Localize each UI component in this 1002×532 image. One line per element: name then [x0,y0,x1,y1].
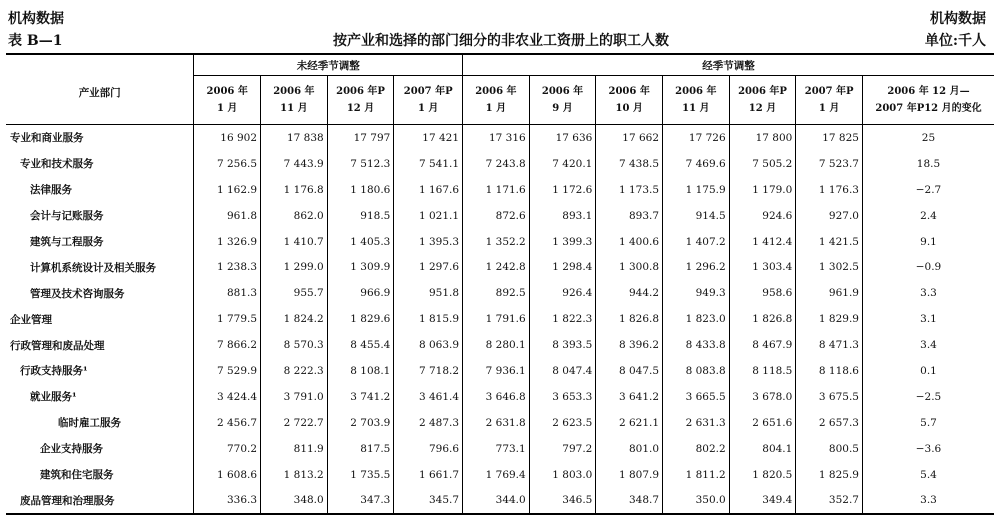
value-cell: 1 811.2 [663,462,730,488]
change-cell: −3.6 [862,436,994,462]
column-header [796,76,863,125]
value-cell: 1 021.1 [394,203,463,229]
column-header-line1: 2006 年 [273,86,315,97]
column-header [194,76,261,125]
change-cell: 3.4 [862,332,994,358]
employment-table [6,53,994,515]
value-cell: 1 176.8 [261,177,328,203]
value-cell: 3 678.0 [729,384,796,410]
value-cell: 8 393.5 [529,332,596,358]
value-cell: 8 222.3 [261,358,328,384]
value-cell: 924.6 [729,203,796,229]
row-label: 建筑与工程服务 [30,236,104,248]
value-cell: 797.2 [529,436,596,462]
change-cell: 5.4 [862,462,994,488]
column-header [529,76,596,125]
column-header [862,76,994,125]
value-cell: 951.8 [394,280,463,306]
value-cell: 17 726 [663,125,730,151]
row-label: 建筑和住宅服务 [40,469,114,482]
value-cell: 7 529.9 [194,358,261,384]
value-cell: 944.2 [596,280,663,306]
value-cell: 346.5 [529,487,596,514]
table-title: 按产业和选择的部门细分的非农业工资册上的职工人数 [333,33,669,49]
table-row [6,280,994,306]
column-header-line2: 10 月 [615,103,643,114]
column-header-line2: 1 月 [485,103,507,114]
change-cell: −2.7 [862,177,994,203]
value-cell: 1 176.3 [796,177,863,203]
value-cell: 1 326.9 [194,229,261,255]
value-cell: 918.5 [327,203,394,229]
value-cell: 862.0 [261,203,328,229]
column-header [261,76,328,125]
column-header-line2: 11 月 [280,103,308,114]
table-row [6,384,994,410]
value-cell: 1 299.0 [261,254,328,280]
value-cell: 804.1 [729,436,796,462]
table-row [6,125,994,151]
row-label: 管理及技术咨询服务 [30,287,125,300]
value-cell: 17 662 [596,125,663,151]
value-cell: 796.6 [394,436,463,462]
value-cell: 2 657.3 [796,410,863,436]
value-cell: 1 826.8 [729,306,796,332]
value-cell: 8 280.1 [463,332,530,358]
value-cell: 1 829.9 [796,306,863,332]
value-cell: 1 820.5 [729,462,796,488]
column-header-line2: 11 月 [682,103,710,114]
value-cell: 3 641.2 [596,384,663,410]
value-cell: 8 433.8 [663,332,730,358]
value-cell: 927.0 [796,203,863,229]
value-cell: 1 297.6 [394,254,463,280]
table-row [6,436,994,462]
value-cell: 817.5 [327,436,394,462]
value-cell: 17 800 [729,125,796,151]
column-header-line2: 2007 年P12 月的变化 [875,103,982,114]
table-row [6,462,994,488]
row-label: 行政支持服务¹ [20,365,88,378]
value-cell: 17 316 [463,125,530,151]
value-cell: 8 570.3 [261,332,328,358]
value-cell: 1 815.9 [394,306,463,332]
column-header-line1: 2007 年P [804,86,854,97]
value-cell: 958.6 [729,280,796,306]
value-cell: 1 171.6 [463,177,530,203]
value-cell: 1 298.4 [529,254,596,280]
value-cell: 955.7 [261,280,328,306]
value-cell: 3 791.0 [261,384,328,410]
table-row [6,306,994,332]
column-header-line2: 1 月 [417,103,439,114]
value-cell: 800.5 [796,436,863,462]
value-cell: 802.2 [663,436,730,462]
value-cell: 16 902 [194,125,261,151]
value-cell: 7 469.6 [663,151,730,177]
table-row [6,203,994,229]
value-cell: 7 512.3 [327,151,394,177]
value-cell: 7 866.2 [194,332,261,358]
value-cell: 7 718.2 [394,358,463,384]
column-header-line1: 2006 年 12 月— [887,86,970,97]
column-header-line2: 9 月 [552,103,573,114]
table-row [6,151,994,177]
value-cell: 7 505.2 [729,151,796,177]
value-cell: 8 396.2 [596,332,663,358]
table-row [6,410,994,436]
value-cell: 3 461.4 [394,384,463,410]
value-cell: 17 825 [796,125,863,151]
value-cell: 1 410.7 [261,229,328,255]
value-cell: 7 256.5 [194,151,261,177]
row-label: 企业支持服务 [40,443,103,456]
value-cell: 1 352.2 [463,229,530,255]
column-header-line2: 12 月 [748,103,777,114]
section-label-left: 机构数据 [8,11,64,27]
value-cell: 892.5 [463,280,530,306]
value-cell: 8 455.4 [327,332,394,358]
value-cell: 8 047.4 [529,358,596,384]
value-cell: 961.8 [194,203,261,229]
group-header-sa: 经季节调整 [463,54,994,76]
value-cell: 2 621.1 [596,410,663,436]
value-cell: 770.2 [194,436,261,462]
row-label: 专业和技术服务 [20,158,94,171]
value-cell: 1 822.3 [529,306,596,332]
value-cell: 1 300.8 [596,254,663,280]
value-cell: 1 421.5 [796,229,863,255]
value-cell: 1 179.0 [729,177,796,203]
value-cell: 1 824.2 [261,306,328,332]
value-cell: 17 421 [394,125,463,151]
row-label: 会计与记账服务 [30,210,104,223]
change-cell: 0.1 [862,358,994,384]
value-cell: 7 420.1 [529,151,596,177]
row-label: 行政管理和废品处理 [10,339,105,352]
row-label: 企业管理 [10,313,52,326]
value-cell: 1 791.6 [463,306,530,332]
change-cell: 3.1 [862,306,994,332]
table-row [6,487,994,514]
column-header-line1: 2006 年 [675,86,717,97]
value-cell: 1 813.2 [261,462,328,488]
change-cell: 18.5 [862,151,994,177]
value-cell: 8 118.6 [796,358,863,384]
value-cell: 773.1 [463,436,530,462]
value-cell: 1 175.9 [663,177,730,203]
column-header-line2: 12 月 [346,103,375,114]
value-cell: 1 242.8 [463,254,530,280]
value-cell: 1 180.6 [327,177,394,203]
value-cell: 2 487.3 [394,410,463,436]
row-label: 专业和商业服务 [10,132,84,145]
value-cell: 893.7 [596,203,663,229]
value-cell: 349.4 [729,487,796,514]
column-header-line1: 2006 年 [608,86,650,97]
value-cell: 348.7 [596,487,663,514]
value-cell: 1 807.9 [596,462,663,488]
value-cell: 1 173.5 [596,177,663,203]
table-row [6,254,994,280]
value-cell: 3 741.2 [327,384,394,410]
value-cell: 8 467.9 [729,332,796,358]
value-cell: 2 631.8 [463,410,530,436]
change-cell: 3.3 [862,487,994,514]
value-cell: 872.6 [463,203,530,229]
change-cell: 9.1 [862,229,994,255]
value-cell: 8 471.3 [796,332,863,358]
value-cell: 7 438.5 [596,151,663,177]
column-header [463,76,530,125]
value-cell: 966.9 [327,280,394,306]
change-cell: −2.5 [862,384,994,410]
value-cell: 8 063.9 [394,332,463,358]
value-cell: 350.0 [663,487,730,514]
value-cell: 2 456.7 [194,410,261,436]
value-cell: 926.4 [529,280,596,306]
value-cell: 2 623.5 [529,410,596,436]
column-header [327,76,394,125]
value-cell: 1 825.9 [796,462,863,488]
value-cell: 1 661.7 [394,462,463,488]
value-cell: 3 646.8 [463,384,530,410]
value-cell: 1 823.0 [663,306,730,332]
value-cell: 893.1 [529,203,596,229]
stub-header: 产业部门 [6,54,194,125]
value-cell: 344.0 [463,487,530,514]
column-header-line1: 2006 年 [206,86,248,97]
value-cell: 949.3 [663,280,730,306]
value-cell: 8 083.8 [663,358,730,384]
value-cell: 1 779.5 [194,306,261,332]
value-cell: 7 523.7 [796,151,863,177]
value-cell: 345.7 [394,487,463,514]
change-cell: 25 [862,125,994,151]
table-row [6,332,994,358]
group-header-nsa: 未经季节调整 [194,54,463,76]
table-row [6,229,994,255]
value-cell: 352.7 [796,487,863,514]
value-cell: 8 047.5 [596,358,663,384]
column-header-line2: 1 月 [818,103,840,114]
value-cell: 7 443.9 [261,151,328,177]
value-cell: 3 665.5 [663,384,730,410]
value-cell: 3 675.5 [796,384,863,410]
value-cell: 17 797 [327,125,394,151]
value-cell: 7 541.1 [394,151,463,177]
table-row [6,358,994,384]
table-row [6,177,994,203]
value-cell: 1 395.3 [394,229,463,255]
value-cell: 914.5 [663,203,730,229]
value-cell: 1 309.9 [327,254,394,280]
column-header-line1: 2007 年P [403,86,453,97]
value-cell: 7 936.1 [463,358,530,384]
row-label: 就业服务¹ [30,391,77,404]
column-header-line1: 2006 年P [336,86,385,97]
value-cell: 336.3 [194,487,261,514]
value-cell: 1 303.4 [729,254,796,280]
change-cell: 5.7 [862,410,994,436]
row-label: 计算机系统设计及相关服务 [30,261,156,274]
value-cell: 1 407.2 [663,229,730,255]
value-cell: 1 296.2 [663,254,730,280]
value-cell: 2 631.3 [663,410,730,436]
column-header [596,76,663,125]
value-cell: 348.0 [261,487,328,514]
value-cell: 1 167.6 [394,177,463,203]
value-cell: 1 399.3 [529,229,596,255]
row-label: 临时雇工服务 [58,417,121,430]
value-cell: 2 722.7 [261,410,328,436]
header-group-row [6,54,994,76]
value-cell: 1 412.4 [729,229,796,255]
value-cell: 1 829.6 [327,306,394,332]
value-cell: 2 703.9 [327,410,394,436]
value-cell: 8 108.1 [327,358,394,384]
row-label: 废品管理和治理服务 [6,487,194,514]
value-cell: 8 118.5 [729,358,796,384]
column-header [663,76,730,125]
unit-label: 单位:千人 [924,33,986,49]
column-header [729,76,796,125]
value-cell: 801.0 [596,436,663,462]
value-cell: 3 424.4 [194,384,261,410]
column-header-line2: 1 月 [216,103,238,114]
value-cell: 1 238.3 [194,254,261,280]
value-cell: 1 735.5 [327,462,394,488]
section-label-right: 机构数据 [930,11,986,27]
value-cell: 1 302.5 [796,254,863,280]
value-cell: 17 636 [529,125,596,151]
table-id: 表 B—1 [8,33,63,49]
value-cell: 1 608.6 [194,462,261,488]
column-header-line1: 2006 年 [541,86,584,97]
value-cell: 347.3 [327,487,394,514]
column-header [394,76,463,125]
value-cell: 881.3 [194,280,261,306]
row-label: 法律服务 [30,184,72,197]
value-cell: 1 803.0 [529,462,596,488]
value-cell: 1 405.3 [327,229,394,255]
value-cell: 7 243.8 [463,151,530,177]
column-header-line1: 2006 年P [738,86,787,97]
value-cell: 1 172.6 [529,177,596,203]
value-cell: 1 400.6 [596,229,663,255]
value-cell: 1 162.9 [194,177,261,203]
value-cell: 811.9 [261,436,328,462]
value-cell: 961.9 [796,280,863,306]
value-cell: 3 653.3 [529,384,596,410]
change-cell: 3.3 [862,280,994,306]
column-header-line1: 2006 年 [475,86,517,97]
change-cell: 2.4 [862,203,994,229]
value-cell: 17 838 [261,125,328,151]
value-cell: 2 651.6 [729,410,796,436]
value-cell: 1 826.8 [596,306,663,332]
value-cell: 1 769.4 [463,462,530,488]
change-cell: −0.9 [862,254,994,280]
